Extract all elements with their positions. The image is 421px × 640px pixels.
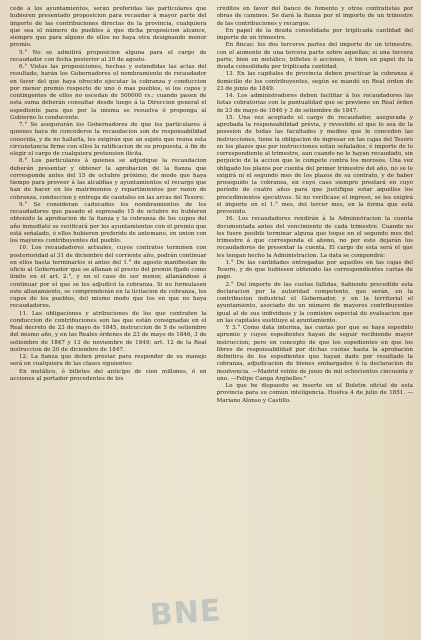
paragraph: 15. Una vez aceptado el cargo de recaudador, asegurada y aprobada la responsabilidad prévia, y revestido el que lo sea de la posesion de todas las facultades y medios que le conceden las instrucciones, tiene la obligacion de ingresar en las cajas del Tesoro en los plazos que por instrucciones están señalados, é importe de lo correspondiente al trimestre, aun cuando no lo hayan recaudado, sin perjuicio de la accion que le compete contra los morosos. Una vez obligado los plazos por cuenta del primer trimestre del año, no se le exigirá ni el segundo mes de los plazos de su contrato, y de haber proseguido la cobranza, en cuyo caso siempre prestará en cuyo período de cuatro años para que justifique estar aquellos los procedimientos ejecutivos. Si no verificase el ingreso, se les exigirá el importe en el 1.° mes, del tercer mes, en la forma que está prevenido. — [216, 114, 413, 215]
paragraph: 14. Los administradores deben facilitar á los recaudadores las listas cobratorias con la puntualidad que se previene en Real órden de 23 de mayo de 1846 y 3 de setiembre de 1847. — [216, 93, 413, 114]
paragraph: En papel de la deuda consolidada por triplicada cantidad del importe de un trimestre. — [216, 27, 413, 41]
text-columns — [10, 6, 413, 634]
paragraph: 6.° Vistas las proposiciones, hechas y estendidas las actas del resultado, harán los Gobernadores el nombramiento de recaudador en favor del que haya ofrecido ejecutar la cobranza y conduccion por menor premio respecto de uno ó mas pueblos, si los cupos y contingentes de ellos no escedan de 500000 rs.; cuando pasen de esta suma deberán consultar desde luego á la Direccion general el espediente para que por la misma se resuelva ó proponga al Gobierno lo conducente. — [10, 64, 207, 121]
library-watermark: BNE — [148, 593, 223, 634]
paragraph: Lo que he dispuesto se inserte en el Boletin oficial de esta provincia para su comun inteligencia. Huelva 4 de julio de 1851. —Mariano Alonso y Castillo. — [216, 383, 413, 404]
paragraph: 1.° De las cantidades entregadas por aquellos en las cajas del Tesoro, y de que hubiesen obtenido las correspondientes cartas de pago. — [216, 259, 413, 281]
paragraph: 10. Los recaudadores actuales, cuyos contratos terminen con posterioridad al 31 de diciembre del corriente año, podrán continuar en ellos hasta terminarlos si antes del 1.° de agosto manifiestan de oficio al Gobernador que se allanan al precio del premio fijado como límite en el art. 2.°, y en el caso de ser menor, allanándose á continuar por el que se les adjudicó la cobranza. Si no formulasen este allanamiento, se comprenderán en la licitacion de cobranza, los cupos de los pueblos, del mismo modo que los en que no haya recaudadores. — [10, 245, 207, 310]
paragraph: 9.° Se consideran caducados los nombramientos de los recaudadores que pasado el espresado 15 de octubre no hubieren obtenido la aprobacion de la fianza y la cobranza de los cupos del año inmediato se verificará por los ayuntamientos con el premio que está señalado, ó ellos hubieren preferido de antemano, en union con los mayores contribuyentes del pueblo. — [10, 201, 207, 244]
paragraph: 16. Los recaudadores rendirán á la Administracion la cuenta documentada antes del vencimiento de cada trimestre. Cuando no les fuere posible terminar alguna que toque en el segundo mes del trimestre á que corresponda el abono, no por esto dejarán los recaudadores de presentar la cuenta. El cargo de esta será el que les tengan hecho la Administracion. La data se compondrá: — [216, 216, 413, 259]
left-column — [10, 6, 207, 634]
paragraph: 7.° Se asegurarán los Gobernadores de que los particulares á quienes haya de concederse la recaudacion son de responsabilidad conocida, y de no hallarla, les exigirán que un sujeto que reuna esta circunstancia firme con ellos la ratificacion de su propuesta, á fin de elegir el cargo de cualquiera pretension ilícita. — [10, 122, 207, 157]
paragraph: 2.° Del importe de las cuotas fallidas, habiendo precedido esta declaracion por la autoridad competente, que serán, en la contribucion industrial el Gobernador, y en la territorial el ayuntamiento, asociado de un número de mayores contribuyentes igual al de sus individuos y la comision especial de evaluacion que en las capitales sustituye al ayuntamiento. — [216, 281, 413, 324]
paragraph: En metálico, ó billetes del anticipo de cien millones, ó en acciones al portador procedentes de los — [10, 368, 207, 382]
paragraph: cede á los ayuntamientos, serán preferidas las particulares que hubieren presentado proposicion para recaudar á mayor parte del importe de las contribuciones directas de la provincia, cualquiera que sea el número de pueblos á que dicha proposicion alcance, siempre que para alguno de ellos no haya otra designando menor premio. — [10, 6, 207, 49]
paragraph: 13. En las capitales de provincia deben practicar la cobranza á domicilio de los contribuyentes, según se mandó en Real órden de 23 de junio de 1849. — [216, 71, 413, 92]
paragraph: 11. Las obligaciones y atribuciones de los que contraten la conduccion de contribuciones son las que están consignadas en el Real decreto de 23 de mayo de 1845, instruccion de 5 de setiembre del mismo año, y en las Reales órdenes de 23 de mayo de 1846, 3 de setiembre de 1847 y 13 de noviembre de 1849; art. 12 de la Real instruccion de 20 de diciembre de 1847. — [10, 310, 207, 353]
paragraph: 12. La fianza que deben prestar para responder de su manejo será en cualquiera de las clases siguientes: — [10, 354, 207, 368]
paragraph: Y 3.° Como data interina, las cuotas por que se haya espedido apremio y cuyos espedientes hayan de seguir recibiendo mayor instruccion; pero en concepto de que los espedientes en que los libres de responsabilidad por dichas cuotas hasta la aprobacion definitiva de los espedientes que hayan dado por resultado la cobranza, adjudicacion de bienes embargados ó la declaracion de insolvencia. —Madrid veinte de junio de mil ochocientos cincuenta y uno. —Felipe Canga Argüelles." — [216, 325, 413, 382]
paragraph: 8.° Los particulares á quienes se adjudique la recaudacion deberán presentar y obtener la aprobacion de la fianza que corresponde antes del 15 de octubre próximo, de modo que haya tiempo para proveer á las alcaldías y ayuntamientos el recargo que han de hacer en los matrimonios y repartimientos por razon de cobranza, conduccion y entrega de caudales en las arcas del Tesoro. — [10, 158, 207, 201]
paragraph: créditos en favor del banco de fomento y otros contratistas por obras de caminos. Se dará la fianza por el importe de un trimestre de las contribuciones y recargos. — [216, 6, 413, 27]
paragraph: 5.° No se admitirá proposicion alguna para el cargo de recaudador con fecha posterior al 20 de agosto. — [10, 49, 207, 63]
paragraph: En fincas: los dos terceros partes del importe de un trimestre, con el aumento de una tercera parte sobre aquellas; si una tercera parte, bien en metálico, billetes ó acciones, ó bien en papel de la deuda consolidada por triplicada cantidad. — [216, 42, 413, 70]
right-column — [217, 6, 414, 634]
